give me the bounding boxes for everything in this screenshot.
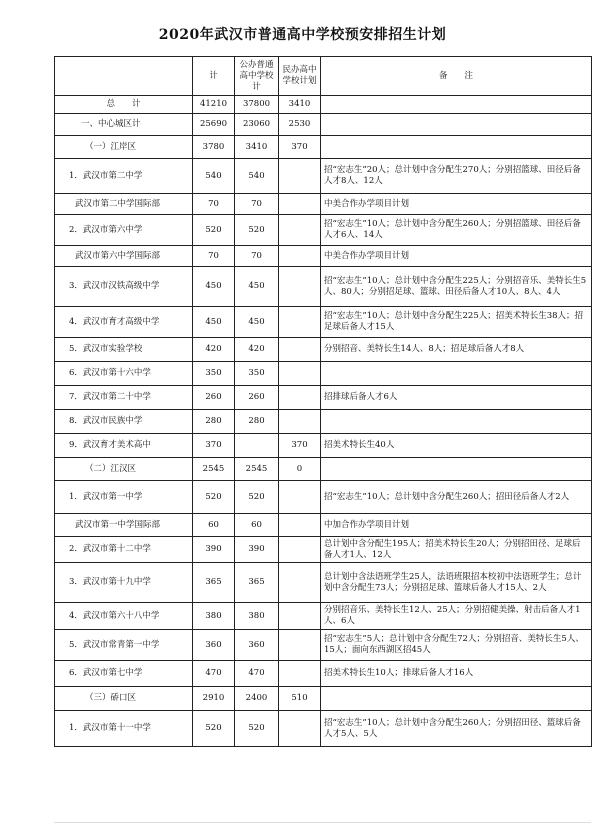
- header-note: 备 注: [321, 57, 592, 96]
- table-row: [55, 514, 592, 537]
- table-row: [55, 215, 592, 246]
- header-name: [55, 57, 193, 96]
- public-cell: [235, 434, 279, 458]
- note-cell: 中美合作办学项目计划: [321, 194, 592, 215]
- private-cell: 2530: [279, 114, 321, 136]
- school-name-cell: 武汉市第六中学国际部: [55, 246, 193, 267]
- public-cell: 60: [235, 514, 279, 537]
- note-cell: 分别招音、美特长生14人、8人；招足球后备人才8人: [321, 338, 592, 362]
- school-name-cell: 4．武汉市第六十八中学: [55, 603, 193, 630]
- private-cell: [279, 603, 321, 630]
- total-cell: 390: [193, 537, 235, 563]
- note-cell: 招“宏志生”5人；总计划中含分配生72人；分别招音、美特长生5人、15人；面向东西湖区招45人: [321, 630, 592, 661]
- table-row: [55, 386, 592, 410]
- note-cell: 招“宏志生”10人；总计划中含分配生260人；分别招田径、篮球后备人才5人、5人: [321, 711, 592, 747]
- public-cell: 23060: [235, 114, 279, 136]
- total-cell: 470: [193, 661, 235, 687]
- total-cell: 370: [193, 434, 235, 458]
- note-cell: 招“宏志生”10人；总计划中含分配生225人；招美术特长生38人；招足球后备人才15人: [321, 307, 592, 338]
- note-cell: [321, 136, 592, 159]
- school-name-cell: 武汉市第一中学国际部: [55, 514, 193, 537]
- table-row: [55, 711, 592, 747]
- public-cell: 280: [235, 410, 279, 434]
- total-cell: 3780: [193, 136, 235, 159]
- public-cell: 360: [235, 630, 279, 661]
- school-name-cell: （一）江岸区: [55, 136, 193, 159]
- private-cell: [279, 194, 321, 215]
- total-cell: 260: [193, 386, 235, 410]
- school-name-cell: 3．武汉市第十九中学: [55, 563, 193, 603]
- table-row: [55, 362, 592, 386]
- school-name-cell: 1．武汉市第一中学: [55, 481, 193, 514]
- school-name-cell: 5．武汉市实验学校: [55, 338, 193, 362]
- public-cell: 540: [235, 159, 279, 194]
- school-name-cell: 总 计: [55, 96, 193, 114]
- school-name-cell: 6．武汉市第十六中学: [55, 362, 193, 386]
- public-cell: 2545: [235, 458, 279, 481]
- note-cell: 招“宏志生”10人；总计划中含分配生260人；分别招篮球、田径后备人才6人、14人: [321, 215, 592, 246]
- total-cell: 450: [193, 267, 235, 307]
- school-name-cell: 2．武汉市第六中学: [55, 215, 193, 246]
- private-cell: [279, 307, 321, 338]
- private-cell: [279, 711, 321, 747]
- total-cell: 420: [193, 338, 235, 362]
- total-cell: 41210: [193, 96, 235, 114]
- private-cell: [279, 481, 321, 514]
- private-cell: [279, 514, 321, 537]
- note-cell: [321, 687, 592, 711]
- total-cell: 520: [193, 215, 235, 246]
- total-cell: 380: [193, 603, 235, 630]
- total-cell: 520: [193, 481, 235, 514]
- note-cell: 招“宏志生”20人；总计划中含分配生270人；分别招篮球、田径后备人才8人、12人: [321, 159, 592, 194]
- school-name-cell: 5．武汉市常青第一中学: [55, 630, 193, 661]
- note-cell: [321, 96, 592, 114]
- note-cell: 总计划中含法语班学生25人，法语班限招本校初中法语班学生；总计划中含分配生73人；分别招足球、篮球后备人才15人、2人: [321, 563, 592, 603]
- note-cell: [321, 458, 592, 481]
- total-cell: 450: [193, 307, 235, 338]
- private-cell: [279, 410, 321, 434]
- header-private: 民办高中学校计划: [279, 57, 321, 96]
- public-cell: 450: [235, 307, 279, 338]
- school-name-cell: 1．武汉市第二中学: [55, 159, 193, 194]
- public-cell: 2400: [235, 687, 279, 711]
- page-edge-line: [54, 822, 591, 823]
- note-cell: 中加合作办学项目计划: [321, 514, 592, 537]
- table-row: [55, 338, 592, 362]
- private-cell: [279, 630, 321, 661]
- private-cell: [279, 537, 321, 563]
- table-row: [55, 434, 592, 458]
- public-cell: 420: [235, 338, 279, 362]
- public-cell: 380: [235, 603, 279, 630]
- school-name-cell: 6．武汉市第七中学: [55, 661, 193, 687]
- private-cell: [279, 386, 321, 410]
- total-cell: 70: [193, 246, 235, 267]
- note-cell: 总计划中含分配生195人；招美术特长生20人；分别招田径、足球后备人才1人、12人: [321, 537, 592, 563]
- public-cell: 470: [235, 661, 279, 687]
- page-title: 2020年武汉市普通高中学校预安排招生计划: [158, 27, 447, 43]
- table-row: [55, 410, 592, 434]
- public-cell: 390: [235, 537, 279, 563]
- table-row: [55, 194, 592, 215]
- total-cell: 60: [193, 514, 235, 537]
- total-cell: 2910: [193, 687, 235, 711]
- private-cell: 510: [279, 687, 321, 711]
- private-cell: [279, 362, 321, 386]
- public-cell: 3410: [235, 136, 279, 159]
- table-row: [55, 537, 592, 563]
- total-cell: 280: [193, 410, 235, 434]
- table-row: [55, 267, 592, 307]
- note-cell: 招“宏志生”10人；总计划中含分配生260人；招田径后备人才2人: [321, 481, 592, 514]
- header-total: 计: [193, 57, 235, 96]
- public-cell: 450: [235, 267, 279, 307]
- school-name-cell: （二）江汉区: [55, 458, 193, 481]
- header-public: 公办普通高中学校计: [235, 57, 279, 96]
- total-cell: 70: [193, 194, 235, 215]
- table-row: [55, 136, 592, 159]
- school-name-cell: 2．武汉市第十二中学: [55, 537, 193, 563]
- public-cell: 520: [235, 481, 279, 514]
- total-cell: 2545: [193, 458, 235, 481]
- school-name-cell: 3．武汉市汉铁高级中学: [55, 267, 193, 307]
- note-cell: 招美术特长生40人: [321, 434, 592, 458]
- school-name-cell: 4．武汉市育才高级中学: [55, 307, 193, 338]
- enrollment-plan-table: [54, 56, 592, 747]
- school-name-cell: 武汉市第二中学国际部: [55, 194, 193, 215]
- note-cell: 分别招音乐、美特长生12人、25人；分别招健美操、射击后备人才1人、6人: [321, 603, 592, 630]
- public-cell: 70: [235, 246, 279, 267]
- total-cell: 350: [193, 362, 235, 386]
- table-row: [55, 630, 592, 661]
- total-cell: 520: [193, 711, 235, 747]
- public-cell: 365: [235, 563, 279, 603]
- table-row: [55, 603, 592, 630]
- note-cell: [321, 114, 592, 136]
- private-cell: [279, 338, 321, 362]
- public-cell: 350: [235, 362, 279, 386]
- table-row: [55, 246, 592, 267]
- table-row: [55, 307, 592, 338]
- school-name-cell: 1．武汉市第十一中学: [55, 711, 193, 747]
- school-name-cell: 7．武汉市第二十中学: [55, 386, 193, 410]
- note-cell: [321, 362, 592, 386]
- table-row: [55, 114, 592, 136]
- table-row: [55, 687, 592, 711]
- table-row: [55, 159, 592, 194]
- total-cell: 365: [193, 563, 235, 603]
- table-row: [55, 96, 592, 114]
- table-row: [55, 661, 592, 687]
- table-header-row: [55, 57, 592, 96]
- note-cell: 招排球后备人才6人: [321, 386, 592, 410]
- school-name-cell: 8．武汉市民族中学: [55, 410, 193, 434]
- private-cell: [279, 246, 321, 267]
- school-name-cell: 9．武汉育才美术高中: [55, 434, 193, 458]
- private-cell: 3410: [279, 96, 321, 114]
- note-cell: 招美术特长生10人；排球后备人才16人: [321, 661, 592, 687]
- total-cell: 25690: [193, 114, 235, 136]
- public-cell: 520: [235, 215, 279, 246]
- note-cell: [321, 410, 592, 434]
- note-cell: 招“宏志生”10人；总计划中含分配生225人；分别招音乐、美特长生5人、80人；分别招足球、篮球、田径后备人才10人、8人、4人: [321, 267, 592, 307]
- private-cell: 370: [279, 434, 321, 458]
- school-name-cell: 一、中心城区计: [55, 114, 193, 136]
- private-cell: 0: [279, 458, 321, 481]
- private-cell: [279, 267, 321, 307]
- table-row: [55, 458, 592, 481]
- note-cell: 中美合作办学项目计划: [321, 246, 592, 267]
- total-cell: 360: [193, 630, 235, 661]
- private-cell: [279, 661, 321, 687]
- table-row: [55, 563, 592, 603]
- table-row: [55, 481, 592, 514]
- public-cell: 37800: [235, 96, 279, 114]
- public-cell: 260: [235, 386, 279, 410]
- private-cell: [279, 215, 321, 246]
- public-cell: 70: [235, 194, 279, 215]
- private-cell: [279, 563, 321, 603]
- public-cell: 520: [235, 711, 279, 747]
- private-cell: 370: [279, 136, 321, 159]
- total-cell: 540: [193, 159, 235, 194]
- school-name-cell: （三）硚口区: [55, 687, 193, 711]
- private-cell: [279, 159, 321, 194]
